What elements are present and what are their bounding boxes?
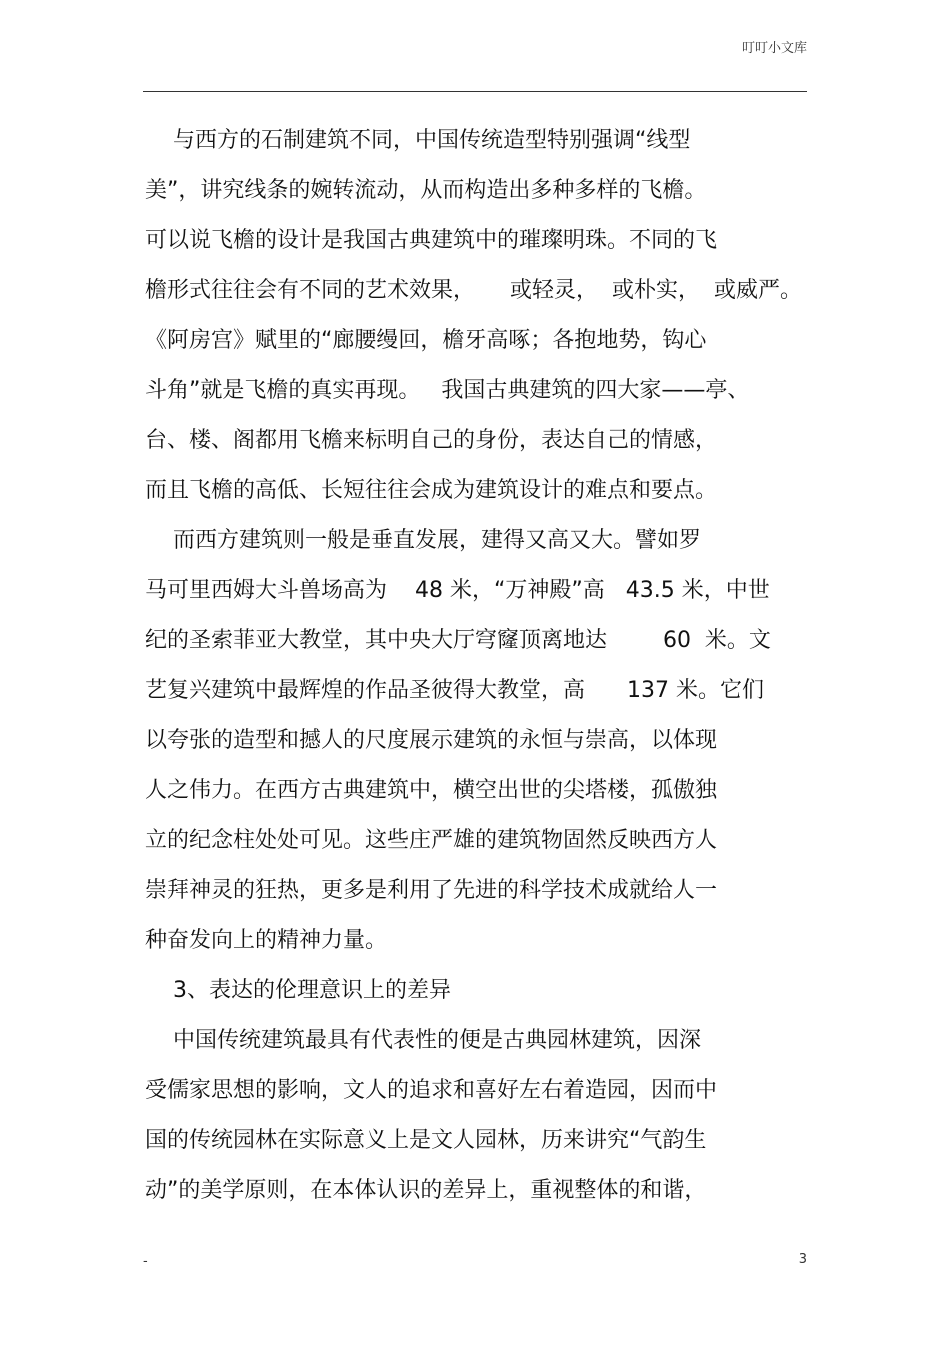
- header-divider: [143, 91, 807, 92]
- text-line: 台、楼、阁都用飞檐来标明自己的身份，表达自己的情感，: [145, 428, 718, 453]
- text-line: 人之伟力。在西方古典建筑中，横空出世的尖塔楼，孤傲独: [145, 778, 718, 803]
- text-line: 国的传统园林在实际意义上是文人园林，历来讲究“气韵生: [145, 1128, 707, 1153]
- text-line: 而西方建筑则一般是垂直发展，建得又高又大。譬如罗: [145, 528, 701, 553]
- page-number: 3: [798, 1252, 807, 1267]
- text-line: 《阿房宫》赋里的“廊腰缦回，檐牙高啄；各抱地势，钩心: [145, 328, 707, 353]
- section-heading: 3、表达的伦理意识上的差异: [145, 978, 451, 1003]
- document-body: [145, 116, 810, 1216]
- text-line: 种奋发向上的精神力量。: [145, 928, 388, 953]
- text-line: 艺复兴建筑中最辉煌的作品圣彼得大教堂，高 137 米。它们: [145, 678, 764, 703]
- text-line: 马可里西姆大斗兽场高为 48 米，“万神殿”高 43.5 米，中世: [145, 578, 770, 603]
- text-line: 斗角”就是飞檐的真实再现。 我国古典建筑的四大家——亭、: [145, 378, 750, 403]
- text-line: 中国传统建筑最具有代表性的便是古典园林建筑，因深: [145, 1028, 701, 1053]
- text-line: 动”的美学原则，在本体认识的差异上，重视整体的和谐，: [145, 1178, 707, 1203]
- text-line: 而且飞檐的高低、长短往往会成为建筑设计的难点和要点。: [145, 478, 718, 503]
- text-line: 纪的圣索菲亚大教堂，其中央大厅穹窿顶离地达 60 米。文: [145, 628, 771, 653]
- footer-left-mark: -: [143, 1254, 148, 1269]
- text-line: 美”，讲究线条的婉转流动，从而构造出多种多样的飞檐。: [145, 178, 707, 203]
- text-line: 与西方的石制建筑不同，中国传统造型特别强调“线型: [145, 128, 691, 153]
- header-site-name: 叮叮小文库: [741, 41, 807, 56]
- text-line: 以夸张的造型和撼人的尺度展示建筑的永恒与崇高，以体现: [145, 728, 718, 753]
- text-line: 可以说飞檐的设计是我国古典建筑中的璀璨明珠。不同的飞: [145, 228, 718, 253]
- text-line: 受儒家思想的影响，文人的追求和喜好左右着造园，因而中: [145, 1078, 718, 1103]
- text-line: 檐形式往往会有不同的艺术效果， 或轻灵， 或朴实， 或威严。: [145, 278, 802, 303]
- text-line: 立的纪念柱处处可见。这些庄严雄的建筑物固然反映西方人: [145, 828, 718, 853]
- text-line: 崇拜神灵的狂热，更多是利用了先进的科学技术成就给人一: [145, 878, 718, 903]
